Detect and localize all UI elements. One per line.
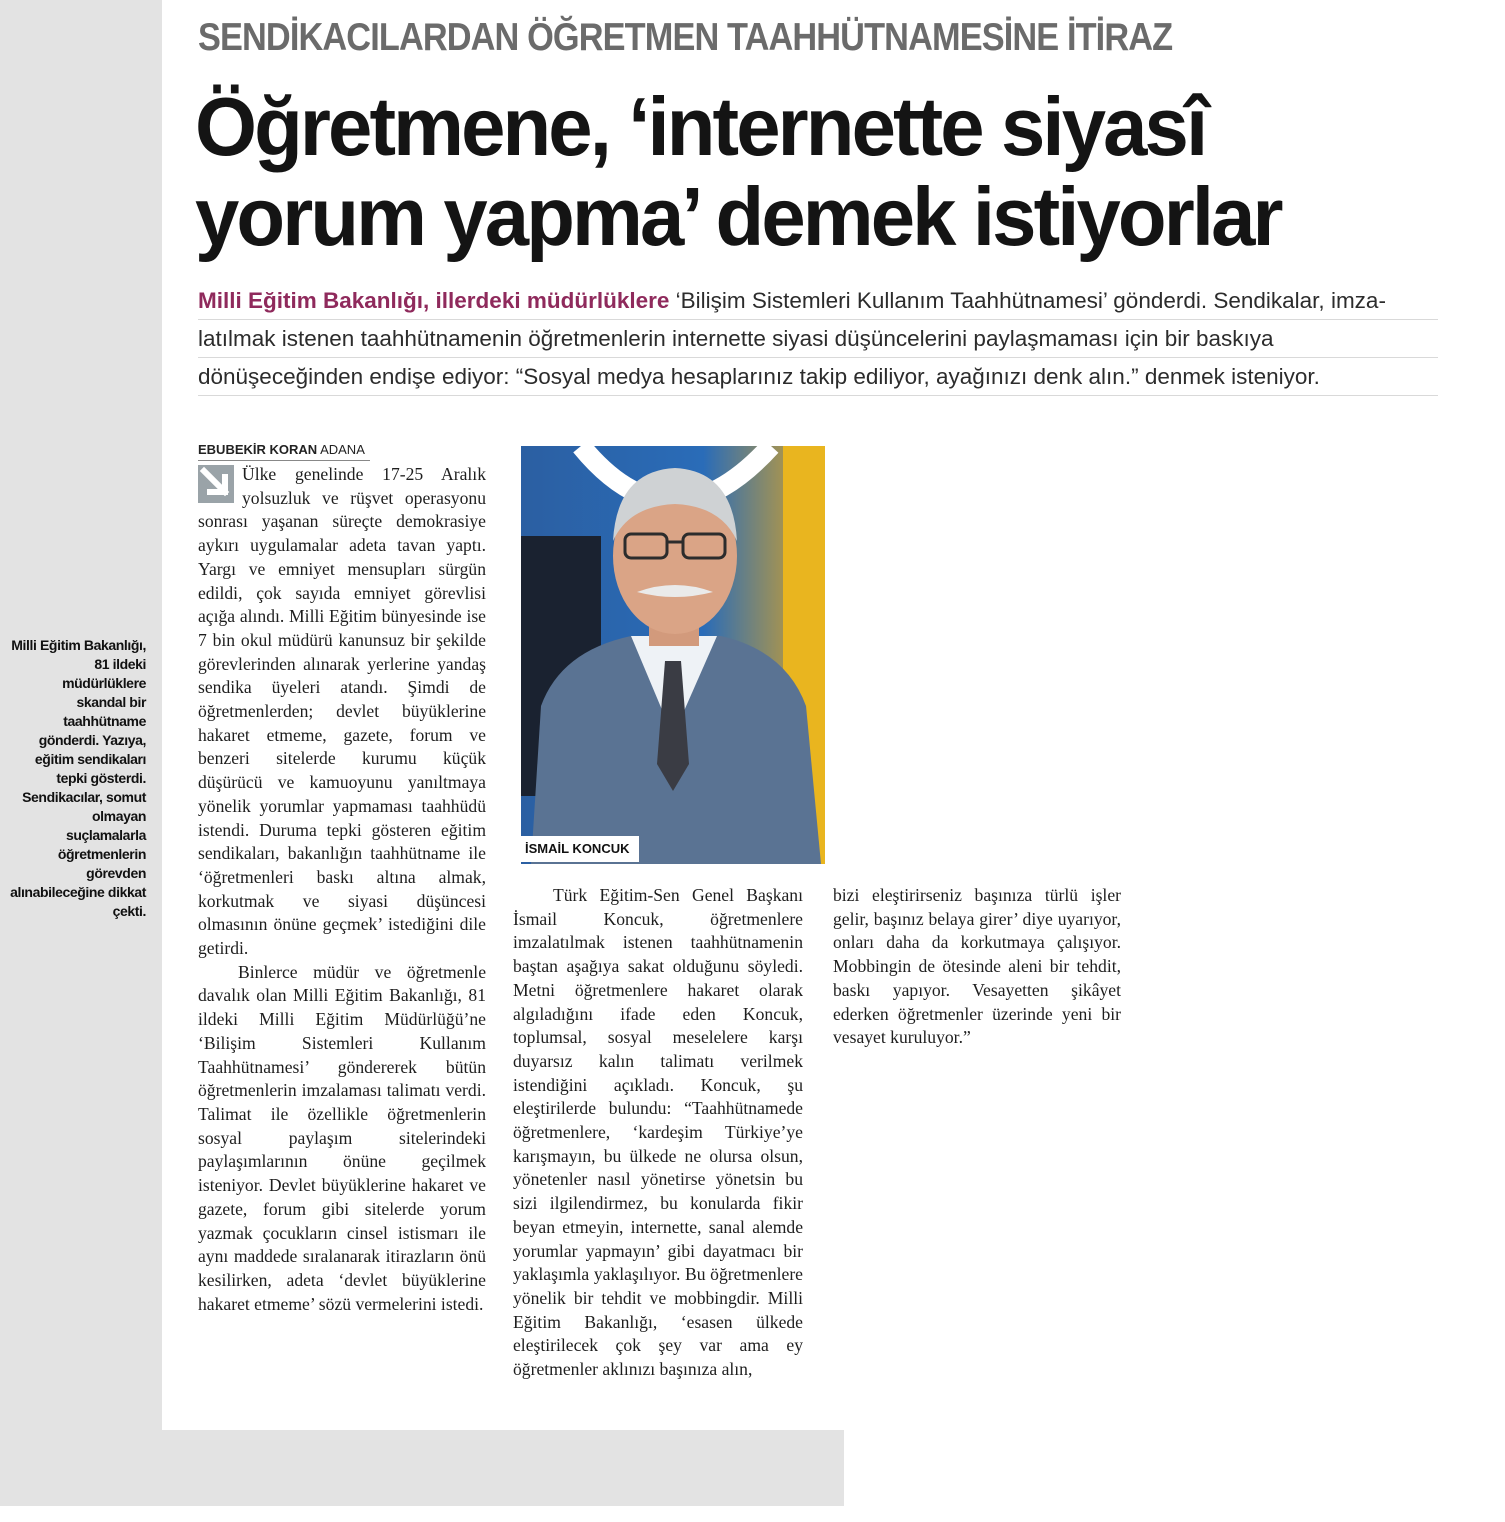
body-paragraph: Binlerce müdür ve öğretmenle davalık olan Milli Eğitim Bakanlığı, 81 ildeki Milli Eğitim Müdürlüğü’ne ‘Bilişim Sistemleri Kullanım Taahhütnamesi’ göndererek bütün öğretmenlerin imzalaması talimatı verdi. Talimat ile özellikle öğretmenlerin sosyal paylaşım sitelerindeki paylaşımlarının önüne geçilmek isteniyor. Devlet büyüklerine hakaret ve gazete, forum gibi sitelerde yorum yazmak çocukların cinsel istismarı ile aynı maddede sıralanarak itirazların önü kesilirken, adeta ‘devlet büyüklerine hakaret etmeme’ sözü vermelerini istedi. [198,961,486,1314]
photo-caption: İSMAİL KONCUK [521,836,639,862]
headline-line-2: yorum yapma’ demek istiyorlar [195,170,1281,263]
deck-lead: Milli Eğitim Bakanlığı, illerdeki müdürlüklere [198,288,670,313]
body-paragraph: Türk Eğitim-Sen Genel Başkanı İsmail Koncuk, öğretmenlere imzalatılmak istenen taahhütnamenin baştan aşağıya sakat olduğunu söyledi. Metni öğretmenlere hakaret olarak algıladığını ifade eden Koncuk, toplumsal, sosyal meselelere karşı duyarsız kalın talimatı verilmek istendiğini açıkladı. Koncuk, şu eleştirilerde bulundu: “Taahhütnamede öğretmenlere, ‘kardeşim Türkiye’ye karışmayın, bu ülkede ne olursa olsun, yönetenler nasıl yönetirse yönetsin bu sizi ilgilendirmez, bu konularda fikir beyan etmeyin, internette, sanal alemde yorumlar yapmayın’ gibi dayatmacı bir yaklaşımla yaklaşılıyor. Bu öğretmenlere yönelik bir tehdit ve mobbingdir. Milli Eğitim Bakanlığı, ‘esasen ülkede eleştirilecek çok şey var ama ey öğretmenler aklınızı başınıza alın, [513,885,803,1380]
body-paragraph: Ülke genelinde 17-25 Aralık yolsuzluk ve rüşvet operasyonu sonrası yaşanan süreçte demokrasiye aykırı uygulamalar adeta tavan yaptı. Yargı ve emniyet mensupları sürgün edildi, çok sayıda emniyet görevlisi açığa alındı. Milli Eğitim bünyesinde ise 7 bin okul müdürü kanunsuz bir şekilde görevlerinden alınarak yerlerine yandaş sendika üyeleri atandı. Şimdi de öğretmenlerden; devlet büyüklerine hakaret etmeme, gazete, forum ve benzeri sitelerde kurumu küçük düşürücü ve kamuoyunu yanıltmaya yönelik yorumlar yapmaması taahhüdü istendi. Duruma tepki gösteren eğitim sendikaları, bakanlığın taahhütname ile ‘öğretmenleri baskı altına almak, korkutmak ve siyasi düşüncesi olmasının önüne geçmek’ istediğini dile getirdi. [198,464,486,959]
body-column-1 [198,463,486,1316]
headline-line-1: Öğretmene, ‘internette siyasî [195,80,1206,173]
deck-line-3: dönüşeceğinden endişe ediyor: “Sosyal medya hesaplarınız takip ediliyor, ayağınızı denk alın.” denmek isteniyor. [198,358,1438,396]
sidebar-summary: Milli Eğitim Bakanlığı, 81 ildeki müdürlüklere skandal bir taahhütname gönderdi. Yazıya, eğitim sendikaları tepki gösterdi. Sendikacılar, somut olmayan suçlamalarla öğretmenlerin görevden alınabileceğine dikkat çekti. [10,637,146,919]
deck-line-1-text: ‘Bilişim Sistemleri Kullanım Taahhütnamesi’ gönderdi. Sendikalar, imza- [669,288,1386,313]
body-paragraph: bizi eleştirirseniz başınıza türlü işler gelir, başınız belaya girer’ diye uyarıyor, onları daha da korkutmaya çalışıyor. Mobbingin de ötesinde aleni bir tehdit, baskı yapıyor. Vesayetten şikâyet ederken öğretmenler üzerinde yeni bir vesayet kuruluyor.” [833,885,1121,1048]
headline [195,82,1455,262]
deck-line-2: latılmak istenen taahhütnamenin öğretmenlerin internette siyasi düşüncelerini paylaşmaması için bir baskıya [198,320,1438,358]
body-column-3 [833,884,1121,1050]
deck [198,282,1438,396]
arrow-icon [198,465,234,503]
portrait-photo [521,446,825,864]
byline-city: ADANA [320,442,365,457]
body-column-2 [513,884,803,1382]
deck-line-1 [198,282,1438,320]
byline-author: EBUBEKİR KORAN [198,442,318,457]
page-margin-bottom [0,1430,844,1506]
kicker-heading: SENDİKACILARDAN ÖĞRETMEN TAAHHÜTNAMESİNE İTİRAZ [198,16,1173,59]
byline [198,442,370,461]
